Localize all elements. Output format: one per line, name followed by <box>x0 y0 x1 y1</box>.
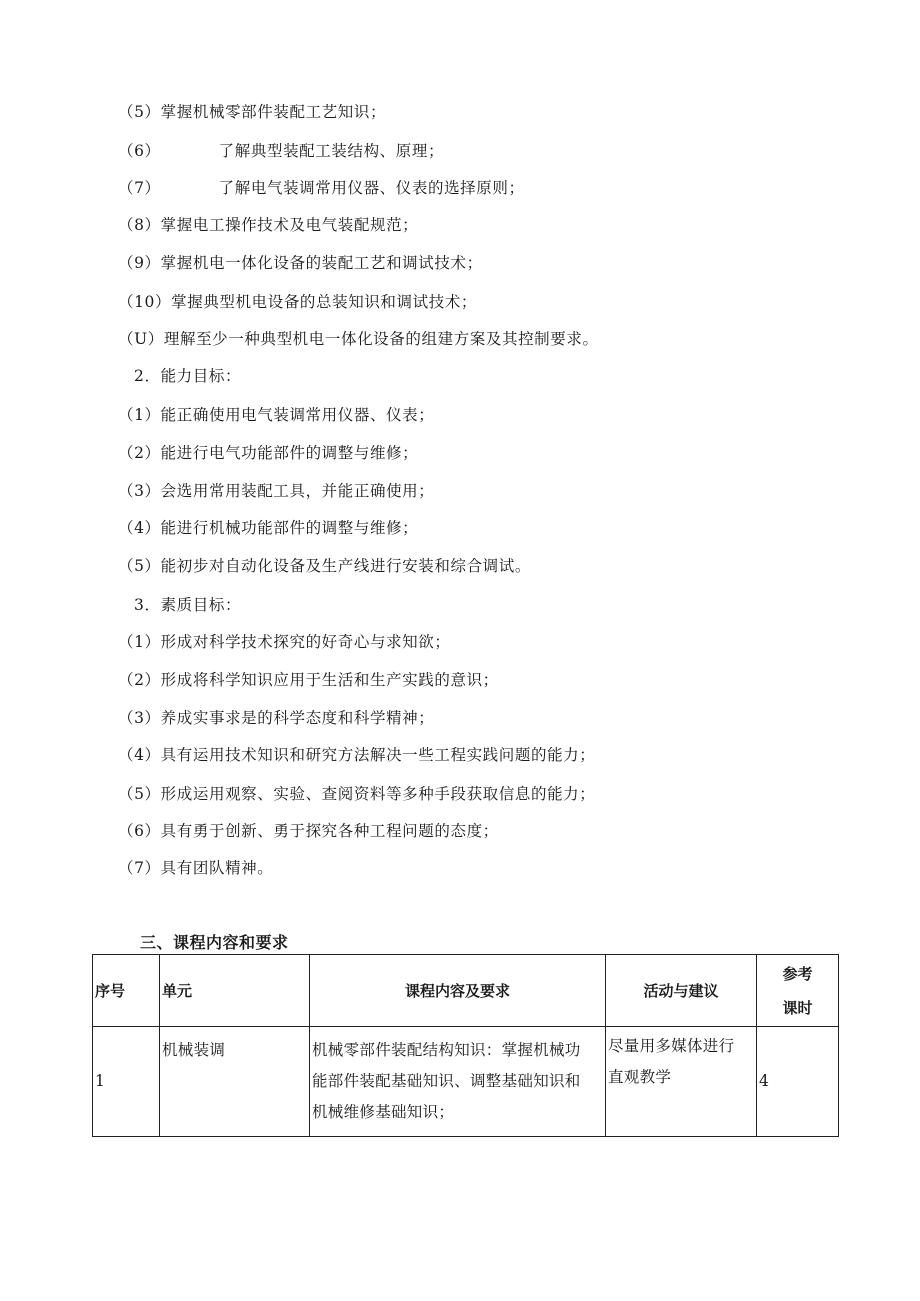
objective-item: （9）掌握机电一体化设备的装配工艺和调试技术； <box>118 254 483 272</box>
header-unit: 单元 <box>160 955 310 1027</box>
subheading-quality: 3．素质目标： <box>134 596 242 614</box>
objective-item: （10）掌握典型机电设备的总装知识和调试技术； <box>118 293 478 311</box>
quality-item: （2）形成将科学知识应用于生活和生产实践的意识； <box>118 671 499 689</box>
ability-item: （5）能初步对自动化设备及生产线进行安装和综合调试。 <box>118 557 531 575</box>
header-activity: 活动与建议 <box>606 955 757 1027</box>
quality-item: （4）具有运用技术知识和研究方法解决一些工程实践问题的能力； <box>118 746 596 764</box>
header-seq: 序号 <box>93 955 160 1027</box>
cell-hours: 4 <box>757 1027 839 1137</box>
cell-content: 机械零部件装配结构知识：掌握机械功 能部件装配基础知识、调整基础知识和 机械维修基础知识； <box>310 1027 606 1137</box>
quality-item: （6）具有勇于创新、勇于探究各种工程问题的态度； <box>118 822 499 840</box>
header-hours: 参考 课时 <box>757 955 839 1027</box>
ability-item: （1）能正确使用电气装调常用仪器、仪表； <box>118 406 435 424</box>
objective-item: （8）掌握电工操作技术及电气装配规范； <box>118 216 419 234</box>
objective-item: （7） 了解电气装调常用仪器、仪表的选择原则； <box>118 179 525 197</box>
cell-seq: 1 <box>93 1027 160 1137</box>
ability-item: （4）能进行机械功能部件的调整与维修； <box>118 519 419 537</box>
quality-item: （7）具有团队精神。 <box>118 859 274 877</box>
subheading-ability: 2．能力目标： <box>134 367 242 385</box>
objective-item: （6） 了解典型装配工装结构、原理； <box>118 142 445 160</box>
table-header-row <box>93 955 839 1027</box>
ability-item: （2）能进行电气功能部件的调整与维修； <box>118 444 419 462</box>
objective-item: （U）理解至少一种典型机电一体化设备的组建方案及其控制要求。 <box>118 330 599 348</box>
course-table <box>92 954 839 1137</box>
quality-item: （1）形成对科学技术探究的好奇心与求知欲； <box>118 633 451 651</box>
cell-activity: 尽量用多媒体进行 直观教学 <box>606 1027 757 1137</box>
cell-unit: 机械装调 <box>160 1027 310 1137</box>
objective-item: （5）掌握机械零部件装配工艺知识； <box>118 103 387 121</box>
ability-item: （3）会选用常用装配工具，并能正确使用； <box>118 482 435 500</box>
quality-item: （5）形成运用观察、实验、查阅资料等多种手段获取信息的能力； <box>118 785 596 803</box>
header-content: 课程内容及要求 <box>310 955 606 1027</box>
quality-item: （3）养成实事求是的科学态度和科学精神； <box>118 709 435 727</box>
table-row <box>93 1027 839 1137</box>
section-title: 三、课程内容和要求 <box>140 933 289 952</box>
